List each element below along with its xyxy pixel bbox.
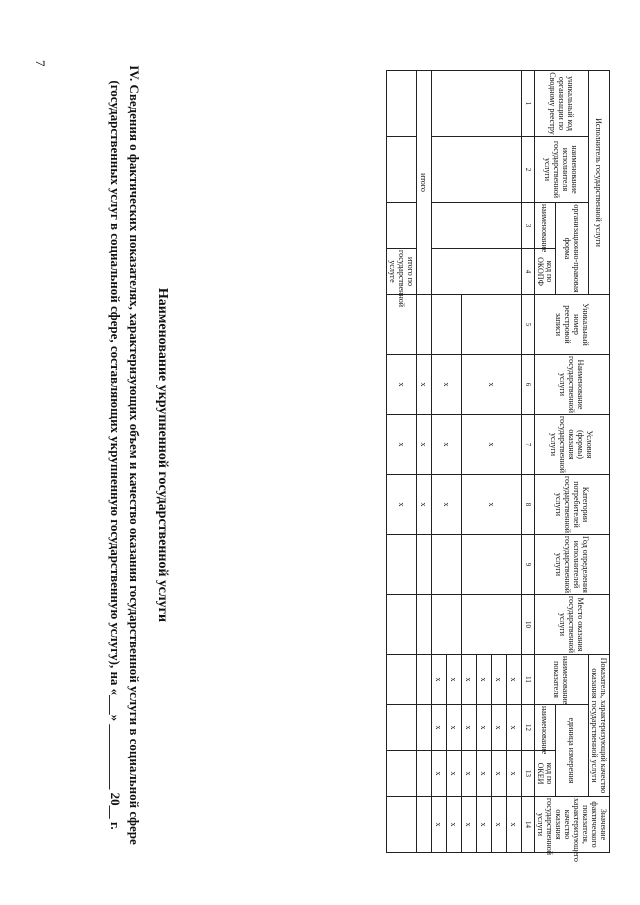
cell [387, 655, 417, 705]
cell [387, 535, 417, 595]
x-mark: x [432, 655, 447, 705]
indicators-table [386, 70, 610, 862]
executor-name-header: наименование исполнителя государственной услуги [535, 137, 589, 203]
cell [417, 751, 432, 797]
cell [432, 295, 462, 355]
x-mark: x [507, 655, 522, 705]
col-num: 1 [522, 71, 535, 137]
x-mark: x [417, 415, 432, 475]
x-mark: x [432, 751, 447, 797]
conditions-header: Условия (формы) оказания государственной услуги [535, 415, 610, 475]
col-num: 5 [522, 295, 535, 355]
x-mark: x [387, 415, 417, 475]
cell [432, 71, 522, 137]
unit-header: единица измерения [556, 705, 589, 797]
cell [417, 295, 432, 355]
executor-header: Исполнитель государственной услуги [589, 71, 610, 295]
x-mark: x [507, 751, 522, 797]
x-mark: x [492, 705, 507, 751]
col-num: 14 [522, 797, 535, 853]
x-mark: x [462, 655, 477, 705]
cell [387, 137, 417, 203]
x-mark: x [387, 475, 417, 535]
cell [387, 203, 417, 249]
cell [432, 203, 522, 249]
x-mark: x [507, 797, 522, 853]
x-mark: x [492, 751, 507, 797]
cell [462, 595, 522, 655]
page-number: 7 [33, 60, 48, 67]
cell [417, 595, 432, 655]
x-mark: x [417, 475, 432, 535]
cell [387, 595, 417, 655]
col-num: 2 [522, 137, 535, 203]
x-mark: x [462, 415, 522, 475]
cell [432, 595, 462, 655]
consumers-header: Категории потребителей государственной услуги [535, 475, 610, 535]
col-num: 7 [522, 415, 535, 475]
year-header: Год определения исполнителей государственной услуги [535, 535, 610, 595]
col-num: 8 [522, 475, 535, 535]
x-mark: x [492, 655, 507, 705]
x-mark: x [432, 475, 462, 535]
cell [432, 249, 522, 295]
total-service-label: итого по государственной услуге [388, 250, 415, 308]
cell [462, 535, 522, 595]
x-mark: x [462, 751, 477, 797]
cell [462, 295, 522, 355]
x-mark: x [462, 797, 477, 853]
col-num: 11 [522, 655, 535, 705]
col-num: 6 [522, 355, 535, 415]
x-mark: x [447, 655, 462, 705]
actual-value-header: Значение фактического показателя, характеризующего качество оказания государственной услуги [536, 798, 608, 862]
document-subtitle: Наименование укрупненной государственной услуги [155, 287, 170, 623]
org-form-code-header: код по ОКОПФ [535, 249, 556, 295]
x-mark: x [447, 797, 462, 853]
col-num: 13 [522, 751, 535, 797]
org-form-name-header: наименование [535, 203, 556, 249]
column-numbers-row [522, 71, 535, 853]
col-num: 9 [522, 535, 535, 595]
col-num: 3 [522, 203, 535, 249]
total-service-row [387, 71, 417, 853]
total-row [417, 71, 432, 853]
x-mark: x [432, 705, 447, 751]
cell [387, 71, 417, 137]
cell [387, 797, 417, 853]
x-mark: x [477, 751, 492, 797]
table-row [507, 71, 522, 853]
x-mark: x [507, 705, 522, 751]
place-header: Место оказания государственной услуги [535, 595, 610, 655]
qi-name-header: наименование показателя [535, 655, 589, 705]
registry-number-header: Уникальный номер реестровой записи [535, 295, 610, 355]
x-mark: x [462, 355, 522, 415]
x-mark: x [387, 355, 417, 415]
cell [417, 655, 432, 705]
x-mark: x [462, 705, 477, 751]
x-mark: x [432, 415, 462, 475]
service-name-header: Наименование государственной услуги [535, 355, 610, 415]
unique-code-header: уникальный код организации по Сводному реестру [535, 71, 589, 137]
x-mark: x [432, 355, 462, 415]
unit-code-header: код по ОКЕИ [535, 751, 556, 797]
x-mark: x [492, 797, 507, 853]
cell [432, 137, 522, 203]
unit-name-header: наименование [535, 705, 556, 751]
col-num: 4 [522, 249, 535, 295]
x-mark: x [417, 355, 432, 415]
x-mark: x [447, 751, 462, 797]
x-mark: x [432, 797, 447, 853]
x-mark: x [477, 797, 492, 853]
cell [432, 535, 462, 595]
cell [417, 705, 432, 751]
document-title: IV. Сведения о фактических показателях, характеризующих объем и качество оказания государственной услуги в социальной сфере (государственных услуг в социальной сфере, составляющих укрупненную государственную услугу), на «___» __________ 20__ г. [108, 65, 142, 845]
col-num: 12 [522, 705, 535, 751]
cell [417, 797, 432, 853]
x-mark: x [477, 705, 492, 751]
org-form-header: организационно-правовая форма [556, 203, 589, 295]
quality-indicator-header: Показатель, характеризующий качество оказания государственной услуги [589, 655, 610, 797]
col-num: 10 [522, 595, 535, 655]
x-mark: x [477, 655, 492, 705]
total-label: итого [417, 71, 432, 295]
cell [387, 705, 417, 751]
cell [417, 535, 432, 595]
cell [387, 751, 417, 797]
x-mark: x [447, 705, 462, 751]
x-mark: x [462, 475, 522, 535]
